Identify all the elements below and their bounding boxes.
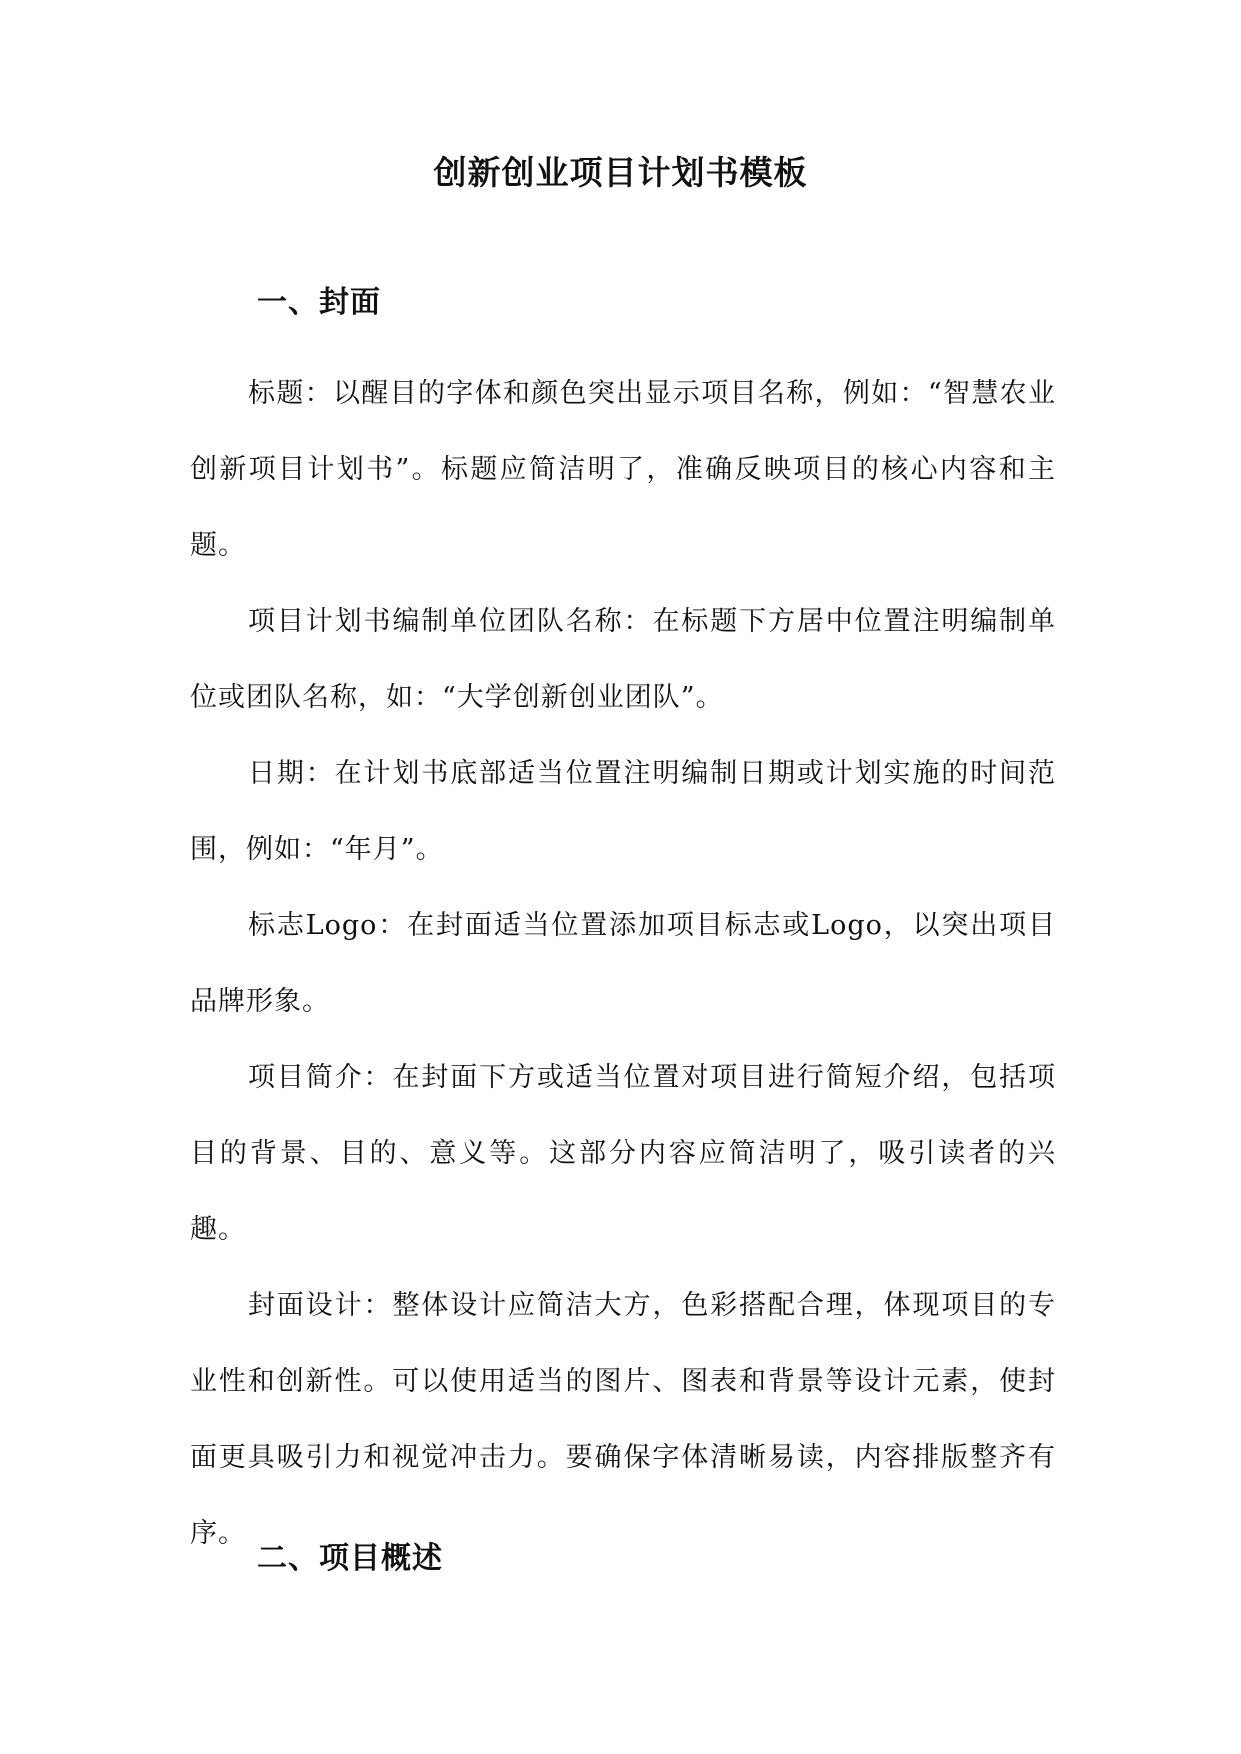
paragraph-project-intro: 项目简介：在封面下方或适当位置对项目进行简短介绍，包括项目的背景、目的、意义等。这部分内容应简洁明了，吸引读者的兴趣。 <box>190 1062 1056 1245</box>
paragraph-date: 日期：在计划书底部适当位置注明编制日期或计划实施的时间范围，例如：“年月”。 <box>190 758 1056 865</box>
paragraph-title: 标题：以醒目的字体和颜色突出显示项目名称，例如：“智慧农业创新项目计划书”。标题应简洁明了，准确反映项目的核心内容和主题。 <box>190 378 1056 561</box>
cover-section-body <box>190 356 1056 1572</box>
paragraph-logo: 标志Logo：在封面适当位置添加项目标志或Logo，以突出项目品牌形象。 <box>190 910 1056 1017</box>
section-heading-project-overview: 二、项目概述 <box>257 1541 443 1576</box>
paragraph-team-name: 项目计划书编制单位团队名称：在标题下方居中位置注明编制单位或团队名称，如：“大学创新创业团队”。 <box>190 606 1056 713</box>
paragraph-cover-design: 封面设计：整体设计应简洁大方，色彩搭配合理，体现项目的专业性和创新性。可以使用适当的图片、图表和背景等设计元素，使封面更具吸引力和视觉冲击力。要确保字体清晰易读，内容排版整齐有序。 <box>190 1290 1056 1549</box>
section-heading-cover: 一、封面 <box>257 285 381 320</box>
document-title: 创新创业项目计划书模板 <box>433 153 808 192</box>
